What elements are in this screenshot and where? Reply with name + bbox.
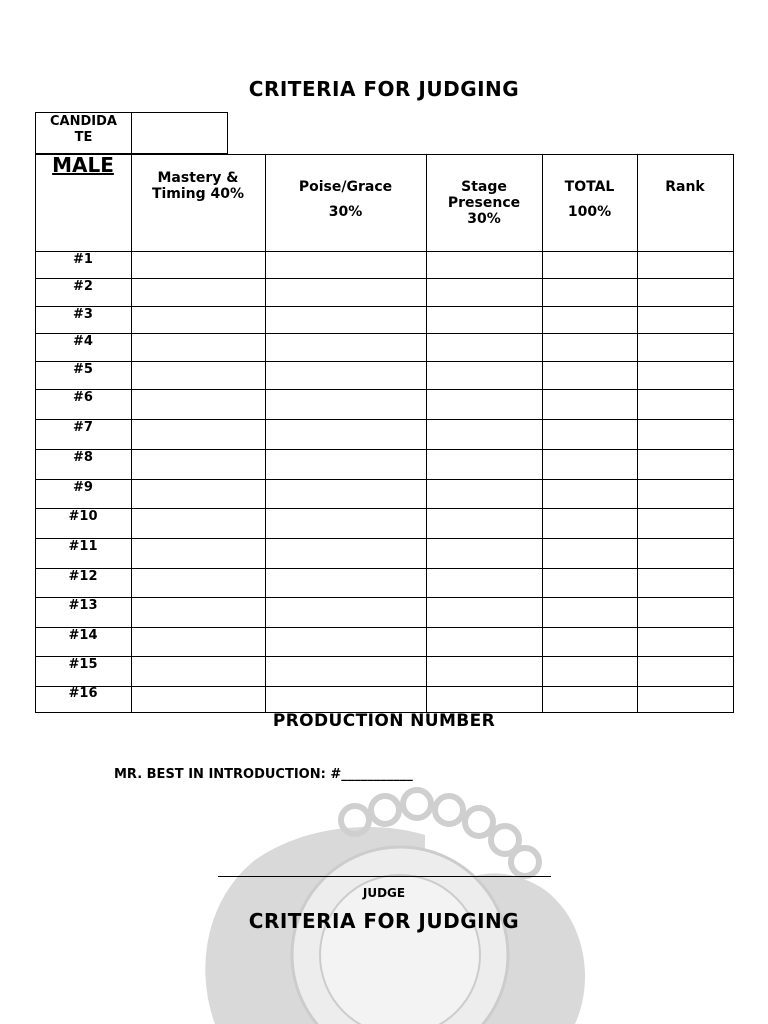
row-label: #5 [73, 362, 93, 377]
judge-label: JUDGE [362, 886, 406, 900]
grid-line [35, 333, 734, 334]
judging-table [35, 154, 734, 713]
row-label: #4 [73, 334, 93, 349]
header-rank [637, 179, 733, 195]
header-total [542, 179, 637, 220]
row-label: #14 [68, 628, 98, 643]
production-number-heading: PRODUCTION NUMBER [272, 711, 496, 731]
page-title: CRITERIA FOR JUDGING [248, 77, 520, 101]
grid-line [35, 389, 734, 390]
row-label: #3 [73, 307, 93, 322]
grid-line [35, 251, 734, 252]
row-label: #2 [73, 279, 93, 294]
header-line: Mastery & [157, 170, 239, 186]
header-line: 30% [467, 211, 501, 227]
row-label: #9 [73, 480, 93, 495]
row-label: #10 [68, 509, 98, 524]
grid-line [35, 361, 734, 362]
header-line: Presence [447, 195, 521, 211]
row-label: #13 [68, 598, 98, 613]
male-label: MALE [52, 153, 114, 177]
header-line: Rank [665, 179, 705, 195]
grid-line [35, 479, 734, 480]
grid-line [35, 656, 734, 657]
candidate-value-cell[interactable] [131, 112, 228, 154]
candidate-label-cell [35, 112, 132, 154]
grid-line [35, 278, 734, 279]
best-introduction-line: MR. BEST IN INTRODUCTION: #___________ [114, 767, 413, 782]
grid-line [35, 306, 734, 307]
row-label: #6 [73, 390, 93, 405]
grid-line [35, 686, 734, 687]
grid-line [637, 154, 638, 713]
grid-line [542, 154, 543, 713]
header-poise-grace [265, 179, 426, 220]
row-label: #8 [73, 450, 93, 465]
header-line: 100% [567, 204, 612, 220]
row-label: #1 [73, 252, 93, 267]
grid-line [35, 568, 734, 569]
candidate-label: CANDIDA TE [50, 114, 117, 145]
grid-line [35, 419, 734, 420]
grid-line [35, 154, 734, 155]
header-line: TOTAL [564, 179, 615, 195]
header-line: Poise/Grace [298, 179, 393, 195]
grid-line [426, 154, 427, 713]
grid-line [35, 627, 734, 628]
grid-line [35, 449, 734, 450]
row-label: #16 [68, 686, 98, 701]
grid-line [35, 538, 734, 539]
grid-line [733, 154, 734, 713]
grid-line [131, 154, 132, 713]
header-line: Timing 40% [151, 186, 245, 202]
header-line: Stage [461, 179, 507, 195]
row-label: #15 [68, 657, 98, 672]
header-stage-presence [426, 179, 542, 227]
grid-line [265, 154, 266, 713]
grid-line [35, 508, 734, 509]
row-label: #12 [68, 569, 98, 584]
page-title-repeat: CRITERIA FOR JUDGING [248, 909, 520, 933]
row-label: #11 [68, 539, 98, 554]
judge-signature-line[interactable] [218, 876, 551, 877]
row-label: #7 [73, 420, 93, 435]
header-line: 30% [328, 204, 363, 220]
header-mastery-timing [131, 170, 265, 202]
grid-line [35, 597, 734, 598]
school-seal-watermark [185, 780, 605, 1024]
